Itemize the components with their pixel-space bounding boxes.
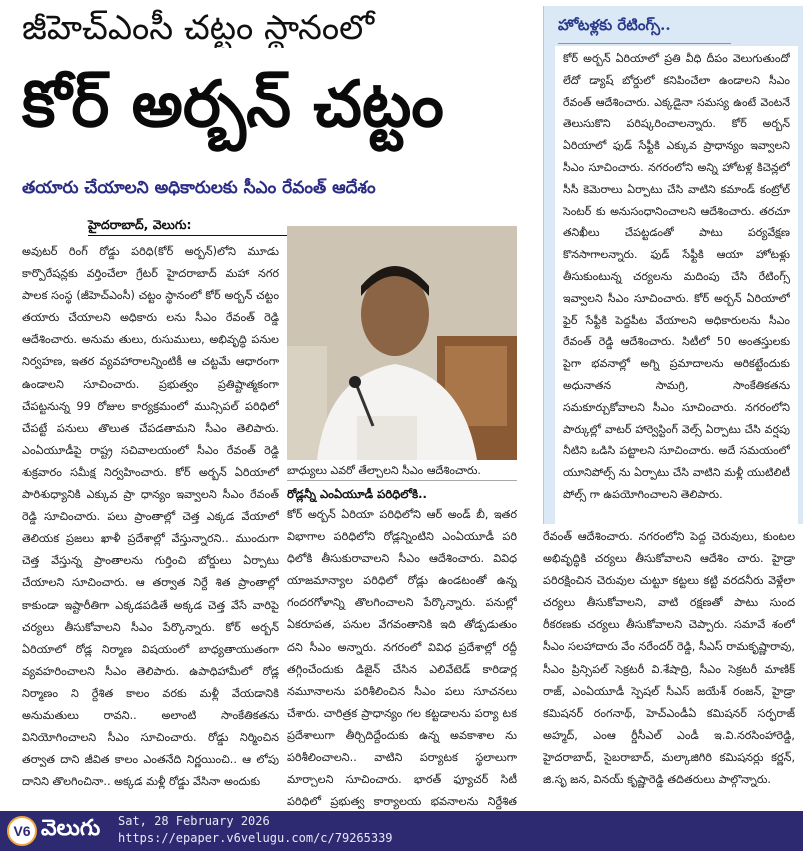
footer-bar	[0, 811, 803, 851]
cm-photo	[287, 226, 517, 460]
footer-meta	[118, 813, 393, 847]
column-2-text: కోర్ అర్బన్ ఏరియా పరిధిలోని ఆర్ అండ్ బీ, ఇతర విభాగాల పరిధిలోని రోడ్లన్నింటిని ఎంఏయూడీ పరి ధిలోకి తీసుకురావాలని సీఎం ఆదేశించారు. వివిధ యాజమాన్యాల పరిధిలో రోడ్లు ఉండటంతో ఉన్న గందరగోళాన్ని తొలగించాలని పేర్కొన్నారు. పనుల్లో ఏకరూపత, పనుల వేగవంతానికి ఇది తోడ్పడుతుం దని సీఎం అన్నారు. నగరంలో వివిధ ప్రదేశాల్లో రద్దీ తగ్గించేందుకు డిజైన్ చేసిన ఎలివేటెడ్ కారిడార్ల నమూనాలను పరిశీలించిన సీఎం పలు సూచనలు చేశారు. చారిత్రక ప్రాధాన్యం గల కట్టడాలను పర్యా టక ప్రదేశాలుగా తీర్చిదిద్దేందుకు ఉన్న అవకాశాల ను పరిశీలించాలని.. వాటిని పర్యాటక స్థలాలుగా మార్చాలని సూచించారు. భారత్ ఫ్యూచర్ సిటీ పరిధిలో ప్రభుత్వ కార్యాలయ భవనాలను నిర్దేశిత	[287, 508, 517, 809]
footer-url[interactable]: https://epaper.v6velugu.com/c/79265339	[118, 831, 393, 845]
photo-caption: బాధ్యులు ఎవరో తేల్చాలని సీఎం ఆదేశించారు.	[287, 462, 517, 481]
headline: కోర్ అర్బన్ చట్టం	[22, 68, 444, 142]
column-3-text: రేవంత్ ఆదేశించారు. నగరంలోని పెద్ద చెరువులు, కుంటల అభివృద్ధికి చర్యలు తీసుకోవాలని ఆదేశిం చారు. హైడ్రా పరిరక్షించిన చెరువుల చుట్టూ కట్టలు కట్టి వరదనీరు వెళ్లేలా చర్యలు తీసుకోవాలని, వాటి రక్షణతో పాటు సుంద రీకరణకు చర్యలు తీసుకోవాలని చెప్పారు. సమావే శంలో సీఎం సలహాదారు వేం నరేందర్ రెడ్డి, సీఎస్ రామకృష్ణారావు, సీఎం ప్రిన్సిపల్ సెక్రటరీ వి.శేషాద్రి, సీఎం సెక్రటరీ మాణిక్ రాజ్, ఎంఏయూడీ స్పెషల్ సీఎస్ జయేశ్ రంజన్, హైడ్రా కమిషనర్ రంగనాథ్, హెచ్ఎండీఏ కమిషనర్ సర్ఫరాజ్ అహ్మద్, ఎంఆ ర్డీసీఎల్ ఎండీ ఇ.వి.నరసింహారెడ్డి, హైదరాబాద్, సైబరాబాద్, మల్కాజిగిరి కమిషనర్లు కర్ణన్, జి.సృ జన, వినయ్ కృష్ణారెడ్డి తదితరులు పాల్గొన్నారు.	[543, 530, 795, 787]
dateline: హైదరాబాద్, వెలుగు:	[88, 216, 288, 236]
sidebar-box	[555, 46, 798, 524]
deck: తయారు చేయాలని అధికారులకు సీఎం రేవంత్ ఆదేశం	[22, 178, 376, 198]
v6-velugu-logo	[7, 814, 113, 848]
subhead-roads: రోడ్లన్నీ ఎంఏయూడీ పరిధిలోకి..	[287, 487, 427, 501]
column-1	[22, 241, 279, 841]
logo-text: వెలుగు	[41, 816, 101, 841]
column-3	[543, 526, 795, 826]
sidebar-text: కోర్ అర్బన్ ఏరియాలో ప్రతి వీధి దీపం వెలుగుతుందో లేదో డ్యాష్ బోర్డులో కనిపించేలా ఉండాలని సీఎం రేవంత్ ఆదేశించారు. ఎక్కడైనా సమస్య ఉంటే వెంటనే తెలుసుకొని పరిష్కరించాలన్నారు. కోర్ అర్బన్ ఏరియాలో ఫుడ్ సేఫ్టీకి ఎక్కువ ప్రాధాన్యం ఇవ్వాలని సీఎం సూచించారు. నగరంలోని అన్ని హోటళ్ల కిచెన్లలో సీసీ కెమెరాలు ఏర్పాటు చేసి వాటిని కమాండ్ కంట్రోల్ సెంటర్ కు అనుసంధానించాలని ఆదేశించారు. తరచూ తనిఖీలు చేపట్టడంతో పాటు పర్యవేక్షణ కొనసాగాలన్నారు. ఫుడ్ సేఫ్టీకి ఆయా హోటళ్లు తీసుకుంటున్న చర్యలను మదింపు చేసి రేటింగ్స్ ఇవ్వాలని సీఎం సూచించారు. కోర్ అర్బన్ ఏరియాలో ఫైర్ సేఫ్టీకి పెద్దపీట వేయాలని అధికారులను సీఎం రేవంత్ రెడ్డి ఆదేశించారు. సిటీలో 50 అంతస్తులకు పైగా భవనాల్లో అగ్ని ప్రమాదాలను అరికట్టేందుకు అధునాతన సామగ్రి, సాంకేతికతను సమకూర్చుకోవాలని సీఎం సూచించారు. నగరంలోని పార్కుల్లో వాటర్ హార్వెస్టింగ్ వెల్స్ ఏర్పాటు చేసి వర్షపు నీటిని ఒడిసి పట్టాలని సూచించారు. అదే సమయంలో యూనిపోల్స్ ను ఏర్పాటు చేసి వాటిని మళ్లీ యుటిలిటీ పోల్స్ గా ఉపయోగించాలని తెలిపారు.	[563, 52, 790, 501]
footer-date: Sat, 28 February 2026	[118, 814, 270, 828]
column-1-text: అవుటర్ రింగ్ రోడ్డు పరిధి(కోర్ అర్బన్)లోని మూడు కార్పొరేషన్లకు వర్తించేలా గ్రేటర్ హైదరాబాద్ మహా నగర పాలక సంస్థ (జీహెచ్ఎంసీ) చట్టం స్థానంలో కోర్ అర్బన్ చట్టం తయారు చేయాలని అధికారు లను సీఎం రేవంత్ రెడ్డి ఆదేశించారు. అనుమ తులు, రుసుములు, అభివృద్ధి పనుల నిర్వహణ, ఇతర వ్యవహారాలన్నింటికీ ఆ చట్టమే ఆధారంగా ఉండాలని సూచించారు. ప్రభుత్వం ప్రతిష్టాత్మకంగా చేపట్టనున్న 99 రోజుల కార్యక్రమంలో మున్సిపల్ పరిధిలో చేపట్టే పనులు తొలుత చేపడతామని సీఎం తెలిపారు. ఎంఏయూడీపై రాష్ట్ర సచివాలయంలో సీఎం రేవంత్ రెడ్డి శుక్రవారం సమీక్ష నిర్వహించారు. కోర్ అర్బన్ ఏరియాలో పారిశుధ్యానికి ఎక్కువ ప్రా ధాన్యం ఇవ్వాలని సీఎం రేవంత్ రెడ్డి సూచించారు. పలు ప్రాంతాల్లో చెత్త ఎక్కడ వేయాలో తెలియక ప్రజలు ఖాళీ ప్రదేశాల్లో వేస్తున్నారని.. ముందుగా చెత్త వేస్తున్న ప్రాంతాలను గుర్తించి బోర్డులు ఏర్పాటు చేయాలని సూచించారు. ఆ తర్వాత నిర్దే శిత ప్రాంతాల్లో కాకుండా ఇష్టారీతిగా ఎక్కడపడితే అక్కడ చెత్త వేసే వారిపై చర్యలు తీసుకోవాలని సీఎం పేర్కొన్నారు. కోర్ అర్బన్ ఏరియాలో రోడ్ల నిర్మాణ విషయంలో బాధ్యతాయుతంగా వ్యవహరించాలని సీఎం తెలిపారు. ఉపాధిహామీలో రోడ్ల నిర్మాణం ని ర్దేశిత కాలం వరకు మళ్లీ వేయడానికి అనుమతులు రావని.. అలాంటి సాంకేతికతను వినియోగించాలని సీఎం సూచించారు. రోడ్డు నిర్మించిన తర్వాత దాని జీవిత కాలం ఎంతనేది నిర్ణయించి.. ఆ లోపు దానిని తొలగించినా.. అక్కడ మళ్లీ రోడ్డు వేసినా అందుకు	[22, 245, 279, 789]
sidebar-hotel-ratings	[543, 6, 803, 524]
cm-portrait-image	[287, 226, 517, 460]
kicker: జీహెచ్ఎంసీ చట్టం స్థానంలో	[22, 8, 375, 48]
sidebar-heading: హోటళ్లకు రేటింగ్స్..	[558, 16, 671, 38]
v6-badge-icon: V6	[7, 816, 37, 846]
